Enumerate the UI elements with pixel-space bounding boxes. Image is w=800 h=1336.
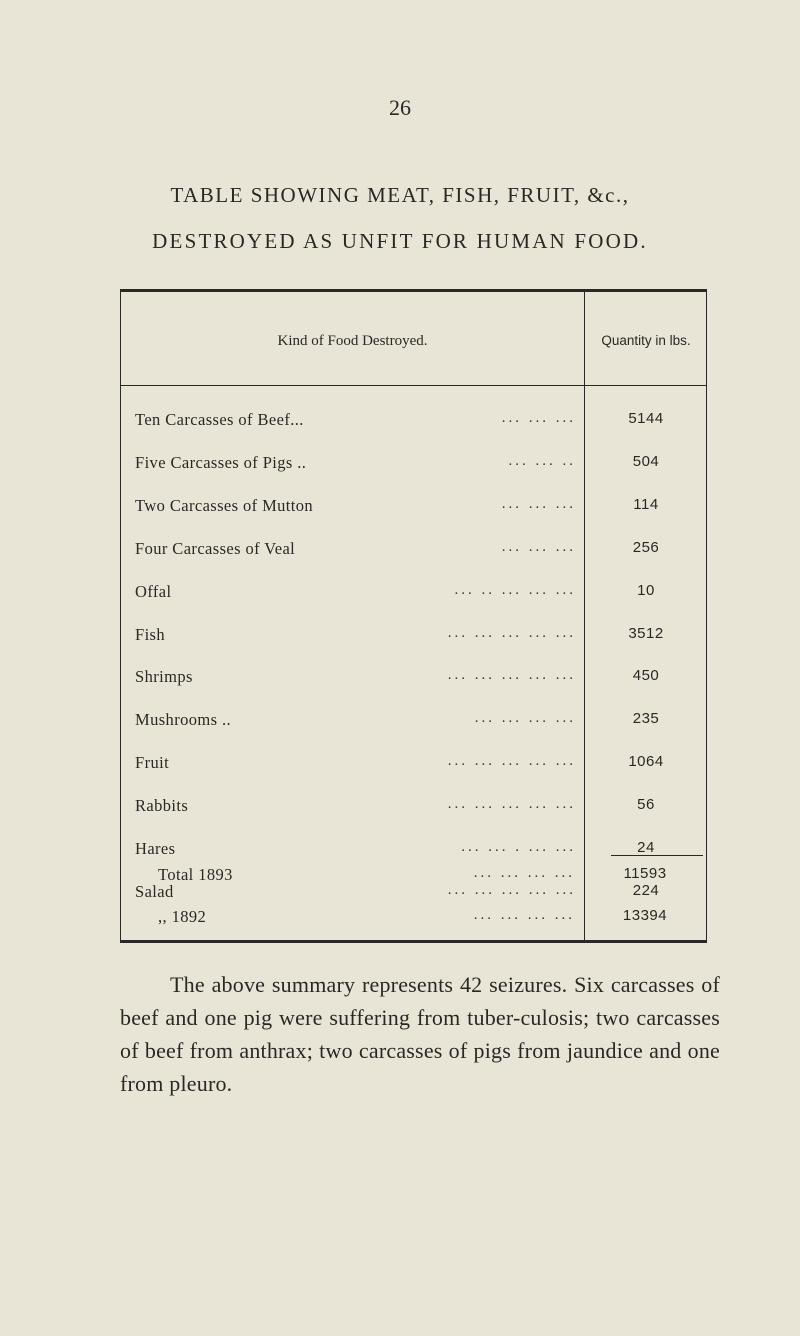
total-label: Total 1893 xyxy=(158,865,233,884)
row-kind: Two Carcasses of Mutton xyxy=(135,496,314,515)
row-quantity: 5144 xyxy=(628,410,664,427)
row-leader-dots: ... ... ... xyxy=(501,496,576,512)
row-leader-dots: ... ... . ... ... xyxy=(461,839,576,855)
row-quantity: 56 xyxy=(637,796,655,813)
row-kind: Ten Carcasses of Beef... xyxy=(135,410,304,429)
row-quantity: 114 xyxy=(633,496,659,513)
row-kind: Five Carcasses of Pigs .. xyxy=(135,453,307,472)
total-row-1892 xyxy=(120,907,707,937)
row-leader-dots: ... ... ... xyxy=(501,410,576,426)
summary-text: The above summary represents 42 seizures. Six carcasses of beef and one pig were suffering from tuber-culosis; two carcasses of beef from anthrax; two carcasses of pigs from jaundice and one from pleuro. xyxy=(120,972,720,1096)
row-quantity: 224 xyxy=(632,882,660,899)
row-leader-dots: ... ... ... ... ... xyxy=(447,625,576,641)
page-number: 26 xyxy=(389,95,411,120)
row-quantity: 256 xyxy=(632,539,660,556)
row-leader-dots: ... ... ... ... ... xyxy=(447,753,576,769)
row-leader-dots: ... ... ... ... ... xyxy=(447,882,576,898)
row-quantity: 450 xyxy=(632,667,660,684)
total-quantity: 11593 xyxy=(623,865,667,882)
row-leader-dots: ... ... ... ... xyxy=(473,907,575,923)
row-kind: Shrimps xyxy=(135,667,193,686)
row-kind: Offal xyxy=(135,582,172,601)
row-leader-dots: ... ... .. xyxy=(508,453,576,469)
summary-paragraph xyxy=(120,968,720,1100)
row-kind: Four Carcasses of Veal xyxy=(135,539,296,558)
header-quantity: Quantity in lbs. xyxy=(601,333,691,348)
row-quantity: 24 xyxy=(637,839,655,856)
total-quantity: 13394 xyxy=(622,907,668,924)
row-quantity: 3512 xyxy=(628,625,664,642)
row-quantity: 1064 xyxy=(628,753,664,770)
total-label: ,, 1892 xyxy=(158,907,207,926)
row-quantity: 10 xyxy=(637,582,655,599)
row-kind: Fish xyxy=(135,625,166,644)
row-kind: Mushrooms .. xyxy=(135,710,232,729)
row-quantity: 235 xyxy=(632,710,660,727)
row-kind: Hares xyxy=(135,839,176,858)
row-kind: Salad xyxy=(135,882,174,901)
row-leader-dots: ... ... ... xyxy=(501,539,576,555)
row-kind: Rabbits xyxy=(135,796,189,815)
total-row-1893 xyxy=(120,865,707,895)
table-title-line-1: TABLE SHOWING MEAT, FISH, FRUIT, &c., xyxy=(170,183,630,207)
row-leader-dots: ... ... ... ... ... xyxy=(447,796,576,812)
row-quantity: 504 xyxy=(632,453,660,470)
totals-layer xyxy=(120,289,707,943)
row-kind: Fruit xyxy=(135,753,170,772)
row-leader-dots: ... ... ... ... ... xyxy=(447,667,576,683)
header-kind-of-food: Kind of Food Destroyed. xyxy=(277,333,428,349)
row-leader-dots: ... ... ... ... xyxy=(474,710,576,726)
row-leader-dots: ... .. ... ... ... xyxy=(454,582,576,598)
row-leader-dots: ... ... ... ... xyxy=(473,865,575,881)
table-title-line-2: DESTROYED AS UNFIT FOR HUMAN FOOD. xyxy=(152,229,648,253)
